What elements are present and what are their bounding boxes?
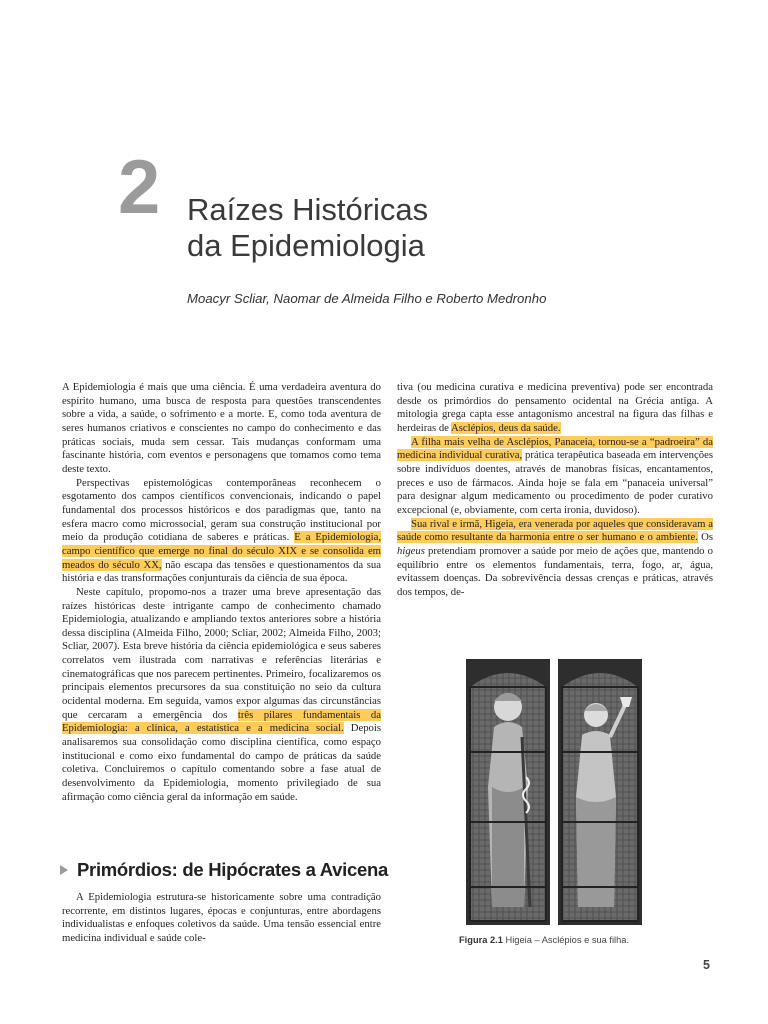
text-run: prática terapêutica baseada em intervenções sobre indivíduos doentes, através de manobras físicas, encantamentos, preces e uso de fármacos. Ainda hoje se fala em “panaceia universal” para designar algum medicamento ou procedimento de poder curativo excepcional (e, obviamente, com certa ironia, duvidoso).: [397, 449, 713, 516]
highlighted-text: Panaceia, tornou-se a “padroeira” da medicina individual curativa,: [397, 435, 713, 462]
highlighted-text: Asclépios, deus da saúde.: [451, 421, 561, 434]
paragraph: [62, 477, 381, 586]
page-number: 5: [703, 958, 710, 972]
paragraph: [397, 381, 713, 436]
text-run: Os: [697, 531, 713, 544]
figure-stained-glass: [464, 657, 644, 927]
right-column: [397, 381, 713, 600]
figure-label: Figura 2.1: [459, 935, 503, 945]
text-run: Neste capítulo, propomo-nos a trazer uma breve apresentação das raízes históricas deste intrigante campo de conhecimento chamado Epidemiologia, atualizando e ampliando textos anteriores sobre a história dessa disciplina (Almeida Filho, 2000; Scliar, 2002; Almeida Filho, 2003; Scliar, 2007). Esta breve história da ciência epidemiológica e seus saberes correlatos vem ilustrada com narrativas e referências literárias e cinematográficas que nos parecem pertinentes. Primeiro, focalizaremos os principais elementos precursores da sua constituição no seio da cultura ocidental moderna. Em seguida, vamos expor algumas das circunstâncias que cercaram a emergência dos: [62, 585, 381, 721]
paragraph: A Epidemiologia estrutura-se historicamente sobre uma contradição recorrente, em distintos lugares, épocas e conjunturas, entre abordagens individualistas e enfoques coletivos da saúde. Uma tensão essencial entre medicina individual e saúde cole-: [62, 891, 381, 944]
chapter-title: [187, 192, 428, 264]
text-run: Depois analisaremos sua consolidação como disciplina científica, como espaço institucional e como eixo fundamental do campo de práticas da saúde coletiva. Concluiremos o capítulo comentando sobre a fase atual de desenvolvimento da Epidemiologia, momento privilegiado de sua afirmação como ciência geral da informação em saúde.: [62, 722, 382, 803]
italic-term: higeus: [397, 544, 425, 557]
stained-glass-illustration: [464, 657, 644, 927]
text-run: tiva (ou medicina curativa e medicina preventiva) pode ser encontrada desde os primórdios do pensamento ocidental na Grécia antiga. A mitologia grega capta esse antagonismo ancestral na figura das filhas e herdeiras de: [397, 381, 713, 434]
section-heading-text: Primórdios: de Hipócrates a Avicena: [77, 859, 388, 880]
section-body: [62, 891, 381, 946]
section-heading: [60, 859, 388, 881]
highlighted-text: Higeia, era venerada por aqueles que consideravam a saúde como resultante da harmonia entre o ser humano e o ambiente.: [397, 517, 713, 544]
triangle-bullet-icon: [60, 865, 68, 875]
figure-caption-text: Higeia – Asclépios e sua filha.: [505, 935, 630, 945]
figure-caption: [459, 935, 629, 945]
left-column: [62, 381, 381, 804]
highlighted-text: três pilares fundamentais da Epidemiologia: a clínica, a estatística e a medicina social.: [62, 708, 381, 735]
paragraph: A Epidemiologia é mais que uma ciência. É uma verdadeira aventura do espírito humano, uma busca de resposta para questões transcendentes sobre a vida, a saúde, o sofrimento e a morte. E, como toda aventura de seres humanos criativos e conscientes no campo do conhecimento e das práticas sociais, muda sem cessar. Tais mudanças conformam uma fascinante história, com eventos e personagens que tomamos como tema deste texto.: [62, 381, 381, 475]
chapter-title-line-1: Raízes Históricas: [187, 192, 429, 227]
paragraph: [397, 518, 713, 600]
paragraph: [397, 436, 713, 518]
chapter-authors: Moacyr Scliar, Naomar de Almeida Filho e Roberto Medronho: [187, 291, 547, 306]
chapter-number: 2: [118, 145, 159, 230]
asclepios-panel: [466, 659, 550, 925]
highlighted-text: E a Epidemiologia, campo científico que emerge no final do século XIX e se consolida em meados do século XX,: [62, 531, 381, 571]
text-run: Perspectivas epistemológicas contemporâneas reconhecem o esgotamento dos campos científicos convencionais, indicando o papel fundamental dos processos históricos e dos paradigmas que, tanto na esfera macro como microssocial, geram sua construção institucional por meio da produção cotidiana de saberes e práticas.: [62, 476, 381, 544]
text-run: pretendiam promover a saúde por meio de ações que, mantendo o equilíbrio entre os elementos fundamentais, terra, fogo, ar, água, evitassem doenças. Da sobrevivência dessas crenças e práticas, através dos tempos, de-: [397, 544, 713, 598]
highlighted-text: Sua rival e irmã,: [411, 517, 485, 530]
text-run: não escapa das tensões e questionamentos da sua história e das transformações conjunturais da ciência de sua época.: [62, 558, 382, 585]
paragraph: [62, 586, 381, 805]
highlighted-text: A filha mais velha de Asclépios,: [411, 435, 555, 448]
chapter-title-line-2: da Epidemiologia: [187, 228, 425, 263]
higeia-panel: [558, 659, 642, 925]
